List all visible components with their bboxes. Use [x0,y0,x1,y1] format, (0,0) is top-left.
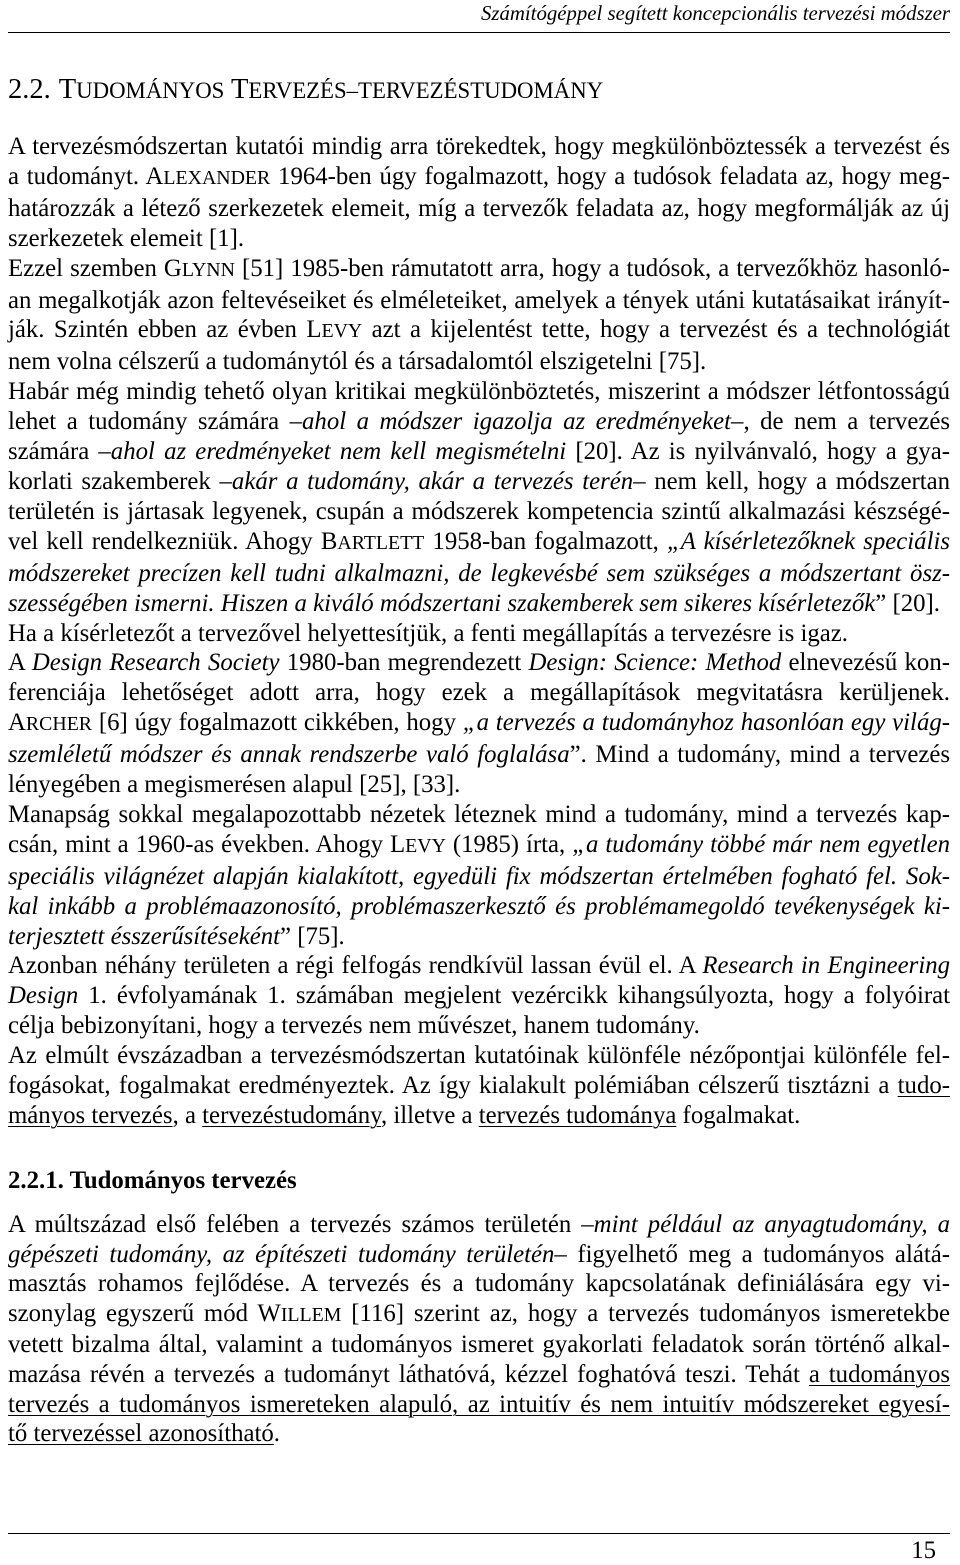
underlined-term: tő tervezéssel azonosítható [8,1420,274,1448]
main-text [8,132,950,1131]
text-run: 1958-ban fogalmazott, [424,527,667,555]
text-line [8,619,950,649]
text-run: [6] úgy fogalmazott cikkében, hogy [92,709,463,737]
text-run: a tudományt. [8,162,146,190]
text-run: területén is jártasak legyenek, csupán a módszerek kompetencia szintű alkalmazási készségé- [8,497,950,525]
text-line [8,830,950,862]
text-run: Ezzel szemben [8,254,164,282]
text-line [8,648,950,678]
text-line [8,1240,950,1270]
text-run: masztás rohamos fejlődése. A tervezés és a tudomány kapcsolatának definiálására egy vi- [8,1270,950,1298]
emphasized-text: „a tervezés a tudományhoz hasonlóan egy világ- [462,709,950,737]
text-line [8,315,950,347]
text-run: [20]. Az is nyilvánvaló, hogy a gya- [566,438,950,466]
text-run: nem kell, hogy a módszertan [645,467,950,495]
text-run: Habár még mindig tehető olyan kritikai megkülönböztetés, miszerint a módszer létfontosságú [8,378,950,406]
small-caps-letters: EVY [321,320,363,343]
paragraph [8,648,950,800]
text-run: ” [20]. [875,589,940,617]
small-caps-letters: ERVEZÉS–TERVEZÉSTUDOMÁNY [248,78,604,103]
author-name: LEVY [390,830,446,858]
paragraph [8,619,950,649]
text-line [8,1041,950,1071]
text-run: , a [172,1102,203,1129]
text-line [8,1360,950,1390]
subsection-text [8,1210,950,1449]
emphasized-text: –akár a tudomány, akár a tervezés terén– [219,467,646,495]
small-caps-letters: LYNN [181,258,235,281]
text-line [8,1269,950,1299]
text-run: azt a kijelentést tette, hogy a tervezést és a technológiát [362,316,950,344]
text-line [8,589,950,619]
emphasized-text: módszereket precízen kell tudni alkalmazni, de legkevésbé sem szükséges a módszertant ösz- [8,559,950,587]
section-heading [8,74,603,107]
text-run: [116] szerint az, hogy a tervezés tudományos ismeretekbe [341,1299,950,1327]
text-line [8,286,950,316]
text-line [8,224,950,254]
text-line [8,892,950,922]
text-run: , de nem a tervezés [743,408,950,436]
text-run: célja bebizonyítani, hogy a tervezés nem művészet, hanem tudomány. [8,1012,700,1040]
text-run: vetett bizalma által, valamint a tudományos ismeret gyakorlati feladatok során történő alkal- [8,1331,950,1359]
author-name: ARCHER [8,709,93,737]
text-run: elnevezésű kon- [781,649,950,677]
author-name: ALEXANDER [145,162,271,190]
text-run: figyelhető meg a tudományos alátá- [566,1240,950,1268]
text-line [8,132,950,162]
text-run: fogalmakat. [676,1102,801,1129]
emphasized-text: –mint például az anyagtudomány, a [581,1211,950,1238]
text-line [8,708,950,740]
underlined-term: tudo- [897,1072,950,1100]
text-run: A tervezésmódszertan kutatói mindig arra törekedtek, hogy megkülönböztessék a tervezést és [8,133,950,160]
text-run: A múltszázad első felében a tervezés számos területén [8,1211,582,1238]
text-run: nem volna célszerű a tudománytól és a társadalomtól elszigetelni [75]. [8,348,707,376]
text-run: (1985) írta, [445,830,573,858]
emphasized-text: szemléletű módszer és annak rendszerbe való foglalása [8,741,570,769]
text-run: ”. Mind a tudomány, mind a tervezés [569,741,950,769]
text-run: lényegében a megismerésen alapul [25], [33]. [8,771,461,799]
text-line [8,1419,950,1449]
text-run: ferenciája lehetőséget adott arra, hogy ezek a megállapítások megvitatásra kerüljenek. [8,679,950,707]
text-run: számára [8,438,99,466]
paragraph [8,800,950,952]
text-run: an megalkotják azon feltevéseiket és elméleteiket, amelyek a tények utáni kutatásaikat irányít- [8,286,950,314]
emphasized-text: –ahol a módszer igazolja az eredményeket– [289,408,744,436]
underlined-term: tervezéstudomány [202,1102,381,1129]
text-run: 1964-ben úgy fogalmazott, hogy a tudósok feladata az, hogy meg- [270,162,950,190]
text-run: ” [75]. [280,922,345,950]
page-number: 15 [911,1537,936,1564]
underlined-term: a tudományos [808,1360,951,1388]
footer-rule [8,1533,950,1534]
paragraph [8,1041,950,1131]
text-line [8,527,950,559]
small-caps-letters: EVY [405,834,446,857]
section-number: 2.2. [8,74,51,105]
text-run: [51] 1985-ben rámutatott arra, hogy a tudósok, a tervezőkhöz hasonló- [234,254,950,282]
author-name: GLYNN [163,254,235,282]
text-line [8,1101,950,1131]
author-name: BARTLETT [320,527,425,555]
text-run: mazása révén a tervezés a tudományt láthatóvá, kézzel foghatóvá teszi. Tehát [8,1360,809,1388]
text-line [8,981,950,1011]
text-run: , illetve a [380,1102,479,1129]
text-run: A [8,649,32,677]
text-line [8,467,950,497]
text-line [8,377,950,407]
small-caps-letters: LEXANDER [163,166,271,189]
running-header: Számítógéppel segített koncepcionális tervezési módszer [481,2,950,25]
emphasized-text: „a tudomány többé már nem egyetlen [572,830,950,858]
paragraph [8,1210,950,1449]
small-caps-letters: ILLEM [280,1303,342,1326]
text-line [8,437,950,467]
text-line [8,559,950,589]
text-run: . [273,1420,280,1448]
text-line [8,800,950,830]
text-run: korlati szakemberek [8,467,220,495]
text-line [8,1390,950,1420]
text-line [8,1330,950,1360]
text-run: szerkezetek elemeit [1]. [8,224,245,252]
text-run: Azonban néhány területen a régi felfogás rendkívül lassan évül el. A [8,952,703,980]
author-name: WILLEM [257,1299,342,1327]
text-line [8,194,950,224]
emphasized-text: „A kísérletezőknek speciális [667,527,951,555]
text-line [8,1071,950,1101]
author-name: LEVY [306,316,363,344]
underlined-term: tervezés a tudományos ismereteken alapuló, az intuitív és nem intuitív módszereket egyesí- [8,1390,950,1418]
paragraph [8,377,950,618]
text-run: Ha a kísérletezőt a tervezővel helyettesítjük, a fenti megállapítás a tervezésre is igaz. [8,619,848,647]
small-caps-letters: RCHER [25,713,93,736]
paragraph [8,951,950,1041]
text-line [8,740,950,770]
emphasized-text: Design [8,982,79,1010]
text-line [8,678,950,708]
section-title: TUDOMÁNYOS TERVEZÉS–TERVEZÉSTUDOMÁNY [58,74,604,105]
text-line [8,1299,950,1331]
emphasized-text: gépészeti tudomány, az építészeti tudomány területén– [8,1240,567,1268]
emphasized-text: Design: Science: Method [528,649,782,677]
text-line [8,1011,950,1041]
paragraph [8,254,950,378]
emphasized-text: Design Research Society [31,649,280,677]
paragraph [8,132,950,254]
text-run: 1. évfolyamának 1. számában megjelent vezércikk kihangsúlyozta, hogy a folyóirat [78,982,950,1010]
text-run: lehet a tudomány számára [8,408,290,436]
header-rule [8,32,950,33]
emphasized-text: –ahol az eredményeket nem kell megismételni [98,438,567,466]
emphasized-text: kal inkább a problémaazonosító, problémaszerkesztő és problémamegoldó tevékenységek ki- [8,892,950,920]
text-line [8,862,950,892]
text-run: szonylag egyszerű mód [8,1299,258,1327]
text-run: Manapság sokkal megalapozottabb nézetek léteznek mind a tudomány, mind a tervezés kap- [8,800,950,828]
text-run: csán, mint a 1960-as években. Ahogy [8,830,390,858]
underlined-term: mányos tervezés [8,1102,173,1129]
text-run: fogásokat, fogalmakat eredményeztek. Az így kialakult polémiában célszerű tisztázni a [8,1072,898,1100]
text-line [8,162,950,194]
subsection-title: Tudományos tervezés [69,1167,297,1194]
text-line [8,1210,950,1240]
emphasized-text: speciális világnézet alapján kialakított, egyedüli fix módszertan értelmében fogható fel. Sok- [8,862,950,890]
text-run: ják. Szintén ebben az évben [8,316,307,344]
small-caps-letters: UDOMÁNYOS [76,78,225,103]
text-run: vel kell rendelkezniük. Ahogy [8,527,321,555]
text-line [8,254,950,286]
emphasized-text: Research in Engineering [702,952,950,980]
text-line [8,770,950,800]
text-line [8,497,950,527]
emphasized-text: terjesztett ésszerűsítéseként [8,922,281,950]
text-line [8,951,950,981]
small-caps-letters: ARTLETT [337,531,425,554]
subsection-heading [8,1166,297,1196]
text-run: határozzák a létező szerkezetek elemeit, míg a tervezők feladata az, hogy megformálják az új [8,194,950,222]
text-line [8,922,950,952]
text-line [8,347,950,377]
emphasized-text: szességében ismerni. Hiszen a kiváló módszertani szakemberek sem sikeres kísérletezők [8,589,876,617]
text-run: Az elmúlt évszázadban a tervezésmódszertan kutatóinak különféle nézőpontjai különféle fel- [8,1042,950,1070]
subsection-number: 2.2.1. [8,1167,64,1194]
underlined-term: tervezés tudománya [478,1102,677,1129]
text-run: 1980-ban megrendezett [279,649,529,677]
text-line [8,407,950,437]
